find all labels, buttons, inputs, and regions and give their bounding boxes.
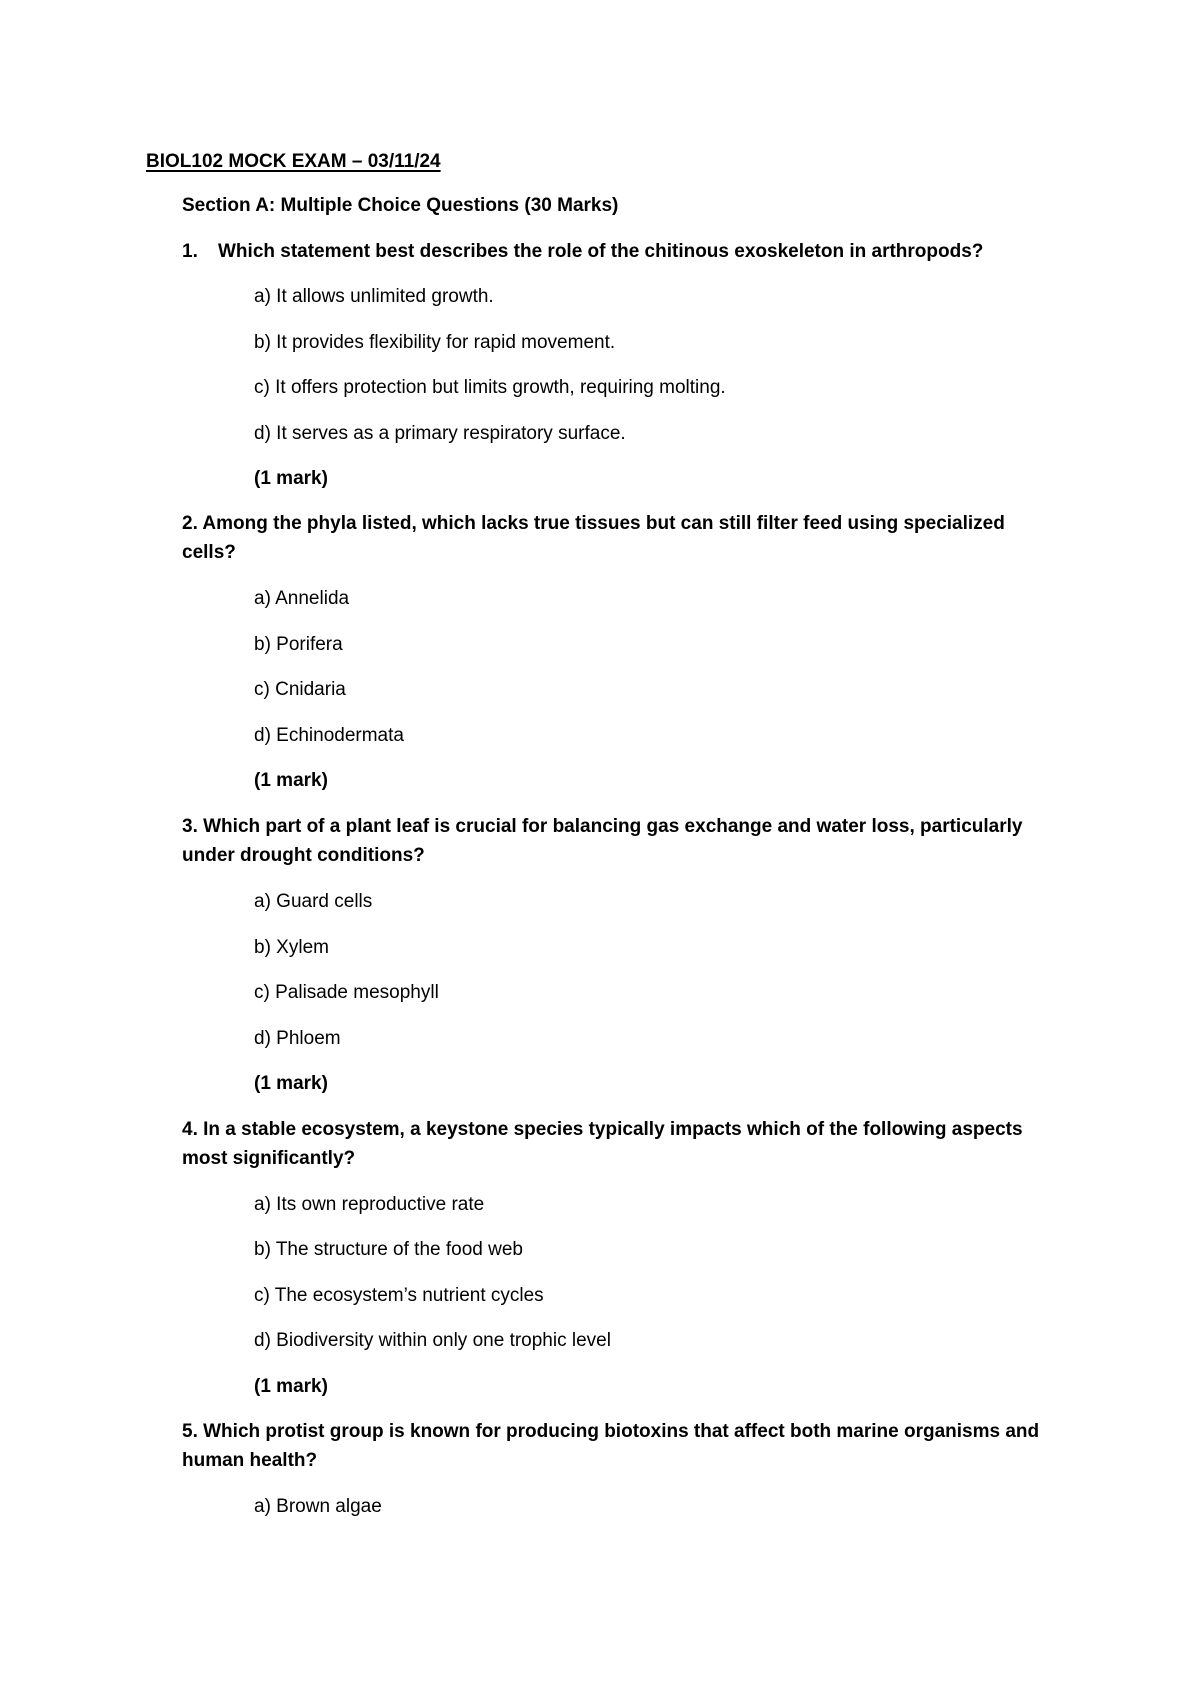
answer-option-c: c) Palisade mesophyll	[254, 982, 439, 1003]
section-heading: Section A: Multiple Choice Questions (30 Marks)	[182, 195, 619, 216]
answer-option-c: c) It offers protection but limits growth, requiring molting.	[254, 377, 726, 398]
question-text-continued: human health?	[182, 1450, 318, 1471]
answer-option-a: a) It allows unlimited growth.	[254, 286, 494, 307]
answer-option-b: b) Xylem	[254, 937, 329, 958]
exam-title: BIOL102 MOCK EXAM – 03/11/24	[146, 151, 441, 172]
answer-option-d: d) Phloem	[254, 1028, 341, 1049]
question-text: 4. In a stable ecosystem, a keystone species typically impacts which of the following aspects	[182, 1119, 1023, 1140]
answer-option-c: c) The ecosystem’s nutrient cycles	[254, 1285, 544, 1306]
answer-option-a: a) Guard cells	[254, 891, 373, 912]
answer-option-b: b) Porifera	[254, 634, 343, 655]
answer-option-a: a) Brown algae	[254, 1496, 382, 1517]
marks-label: (1 mark)	[254, 468, 328, 489]
answer-option-a: a) Annelida	[254, 588, 350, 609]
answer-option-a: a) Its own reproductive rate	[254, 1194, 485, 1215]
question-text-continued: cells?	[182, 542, 236, 563]
question-text-continued: under drought conditions?	[182, 845, 425, 866]
question-text: 3. Which part of a plant leaf is crucial for balancing gas exchange and water loss, particularly	[182, 816, 1023, 837]
answer-option-d: d) Biodiversity within only one trophic level	[254, 1330, 611, 1351]
question-text: Which statement best describes the role of the chitinous exoskeleton in arthropods?	[218, 241, 984, 262]
question-text: 5. Which protist group is known for producing biotoxins that affect both marine organisms and	[182, 1421, 1040, 1442]
marks-label: (1 mark)	[254, 1376, 328, 1397]
question-text-continued: most significantly?	[182, 1148, 356, 1169]
answer-option-c: c) Cnidaria	[254, 679, 346, 700]
answer-option-b: b) It provides flexibility for rapid movement.	[254, 332, 616, 353]
question-number: 1.	[182, 241, 198, 262]
marks-label: (1 mark)	[254, 770, 328, 791]
marks-label: (1 mark)	[254, 1073, 328, 1094]
answer-option-d: d) Echinodermata	[254, 725, 404, 746]
question-text: 2. Among the phyla listed, which lacks true tissues but can still filter feed using specialized	[182, 513, 1005, 534]
answer-option-d: d) It serves as a primary respiratory surface.	[254, 423, 626, 444]
answer-option-b: b) The structure of the food web	[254, 1239, 523, 1260]
